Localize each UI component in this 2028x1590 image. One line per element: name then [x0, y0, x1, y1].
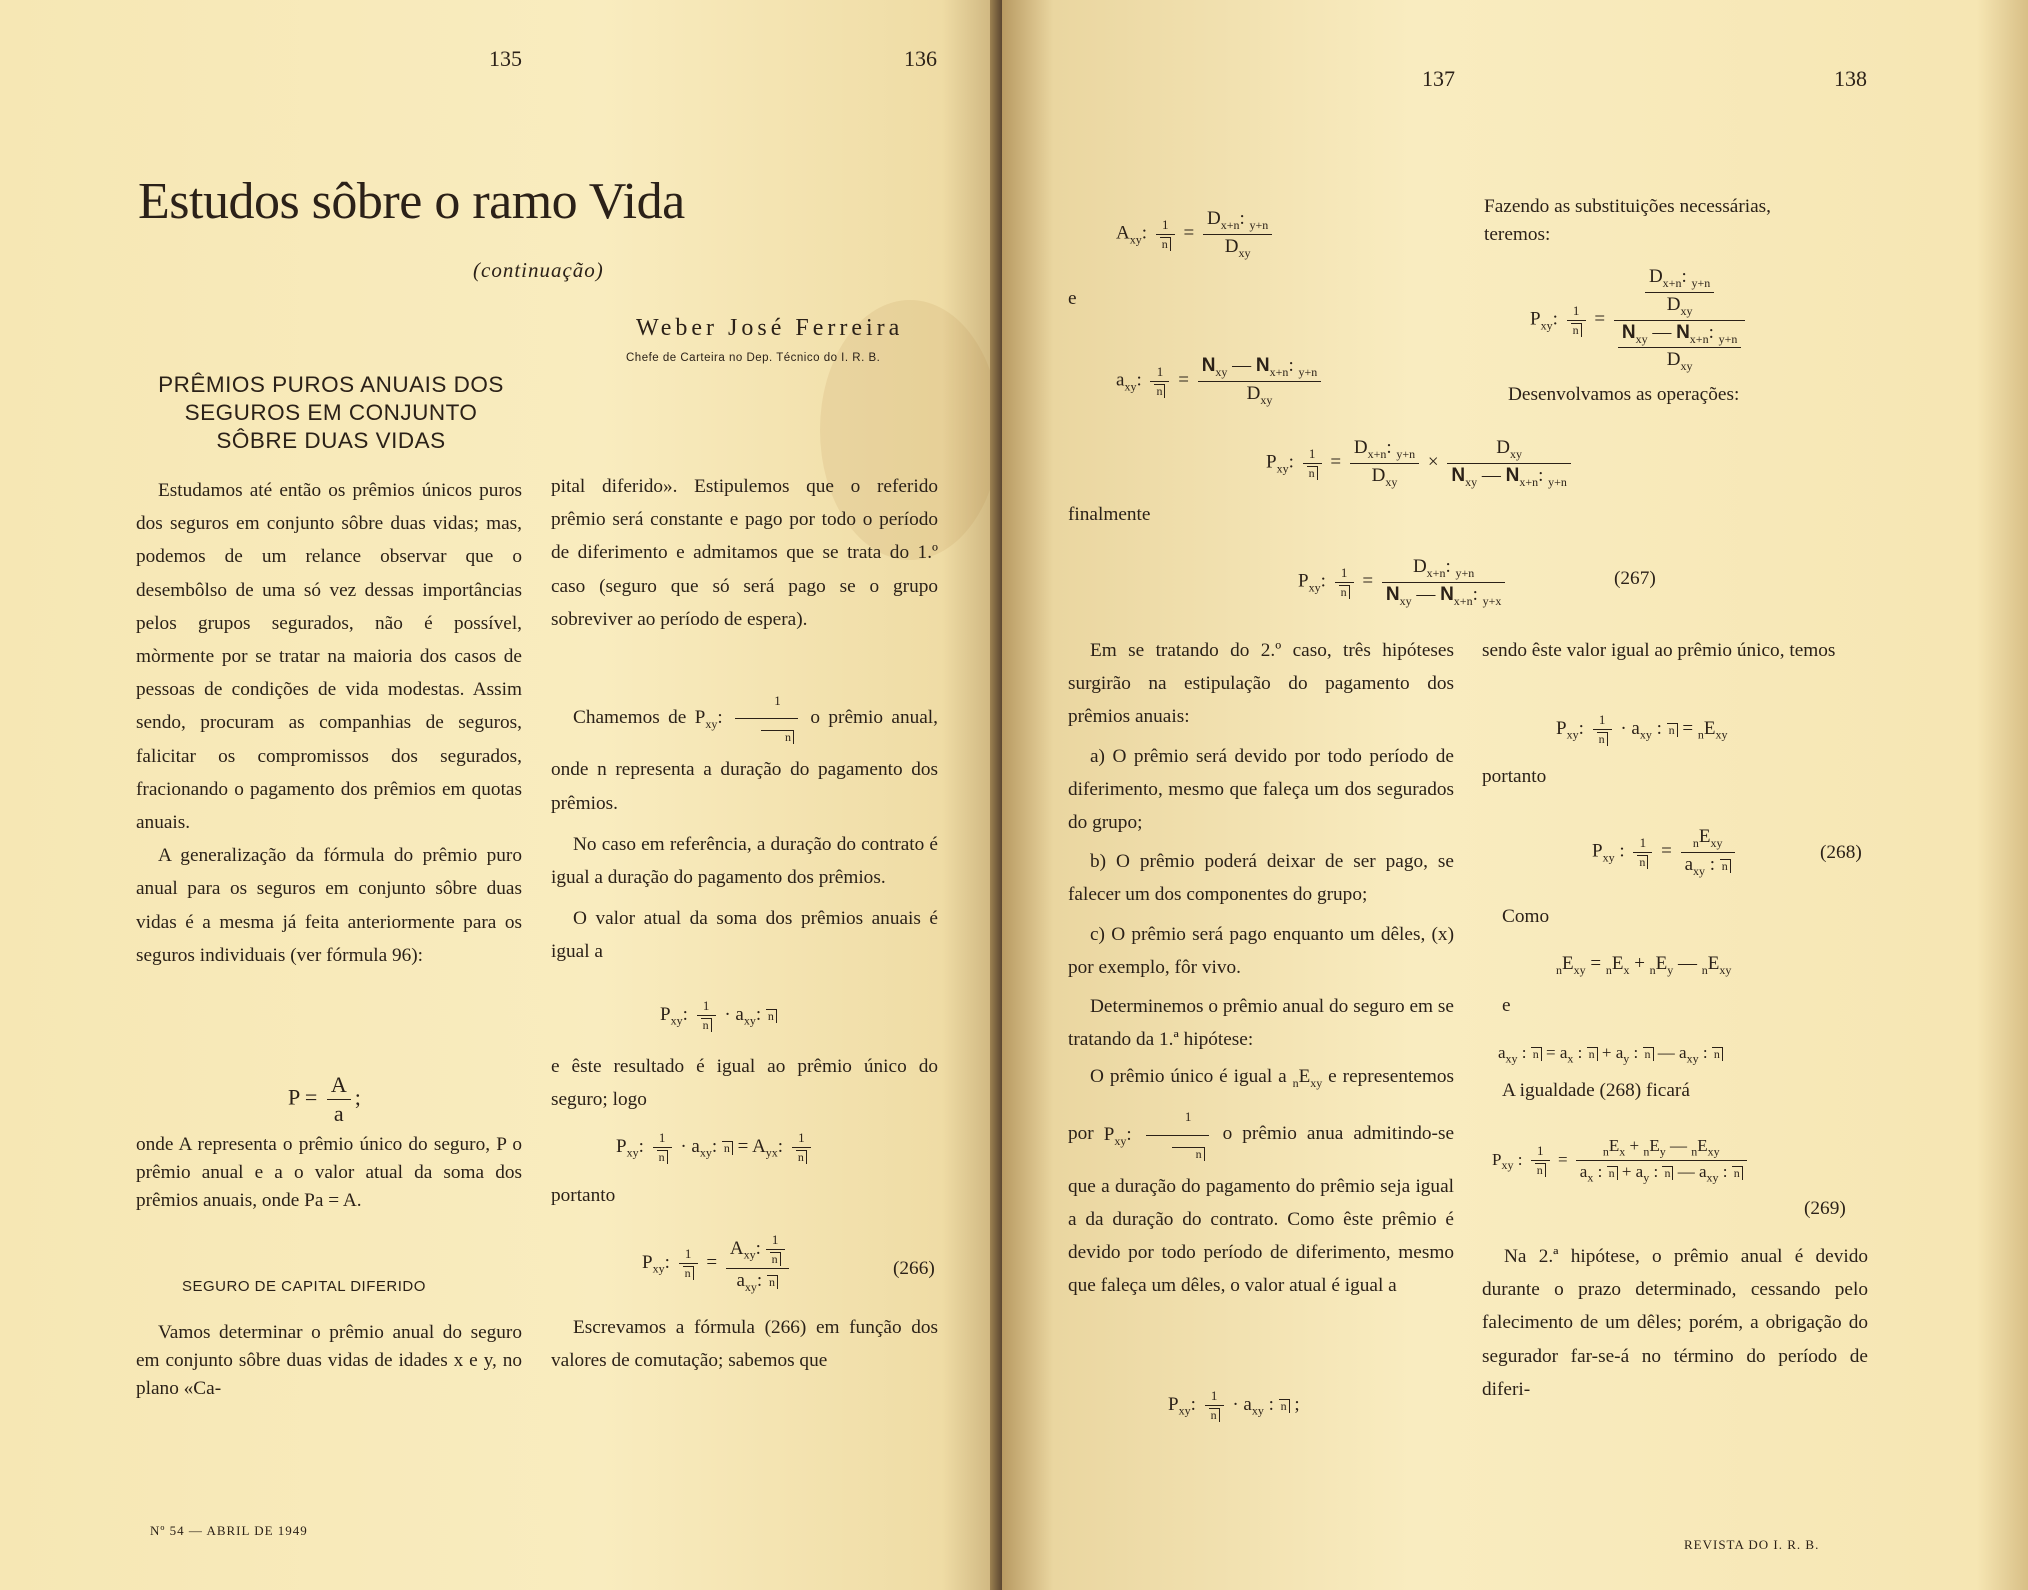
- equation-pxy-nexy: $P_{xy}$: $\frac{1}{n}$ · $a_{xy}$ : $n = _nE_{xy}$: [1556, 712, 1728, 746]
- equation-axy-annuity: $a_{xy}$: $\frac{1}{n}$ = $N_{xy}$ — $N_{x+n}$: $_{y+n}$ $D_{xy}$: [1116, 355, 1325, 408]
- text-finalmente: finalmente: [1068, 504, 1151, 525]
- page-number-135: 135: [489, 46, 522, 71]
- equation-premium-equality: $P_{xy}$: $\frac{1}{n}$ · $a_{xy}$: $n = A_{yx}$: $\frac{1}{n}$: [616, 1130, 815, 1165]
- text-fragment: admitindo-se que a duração do pagamento do prêmio seja igual a da duração do contrato. Como êste prêmio é devido por todo período de diferimento, mesmo que faleça um dêles, o valor atual é igual a: [1068, 1123, 1455, 1297]
- page-number-137: 137: [1422, 66, 1455, 91]
- paragraph: No caso em referência, a duração do contrato é igual a duração do pagamento dos prêmios.: [551, 833, 938, 889]
- paragraph: A generalização da fórmula do prêmio puro anual para os seguros em conjunto sôbre duas vidas é a mesma já feita anteriormente para os seguros individuais (ver fórmula 96):: [136, 845, 522, 966]
- equation-axy-sum: $a_{xy}$ : $n = a_x$ : $n + a_y$ : n — $a_{xy}$ : n: [1498, 1043, 1723, 1066]
- section-heading-line: PRÊMIOS PUROS ANUAIS DOS: [158, 372, 504, 397]
- text-desenvolvamos: Desenvolvamos as operações:: [1508, 384, 1740, 405]
- column-1-c: [136, 1319, 522, 1403]
- equation-pxy-developed: $P_{xy}$: $\frac{1}{n}$ = $D_{x+n}$: $_{y+n}$ $D_{xy}$ × $D_{xy}$ $N_{xy}$ — $N_{x+n}$: $_{y+n}$: [1266, 437, 1575, 490]
- section-heading-line: SEGUROS EM CONJUNTO: [184, 400, 478, 425]
- author-name: Weber José Ferreira: [636, 315, 904, 341]
- column-1: [136, 474, 522, 972]
- equation-number-268: (268): [1820, 842, 1862, 863]
- paragraph: Em se tratando do 2.º caso, três hipóteses surgirão na estipulação do pagamento dos prêmios anuais:: [1068, 640, 1454, 728]
- inline-formula-pxy-bar: $P_{xy}$: $\frac{1}{n}$: [1104, 1124, 1213, 1145]
- left-page: [0, 0, 1002, 1590]
- author-affiliation: Chefe de Carteira no Dep. Técnico do I. R. B.: [626, 352, 881, 364]
- article-title: Estudos sôbre o ramo Vida: [138, 173, 685, 230]
- right-page: [1002, 0, 2028, 1590]
- text-fragment: e: [1328, 1066, 1337, 1088]
- equation-268: $P_{xy}$ : $\frac{1}{n}$ = $_nE_{xy}$ $a_{xy}$ : n: [1592, 826, 1739, 879]
- paragraph: Determinemos o prêmio anual do seguro em se tratando da 1.ª hipótese:: [1068, 996, 1454, 1051]
- text-igualdade: A igualdade (268) ficará: [1502, 1080, 1690, 1101]
- paragraph: e êste resultado é igual ao prêmio único do seguro; logo: [551, 1056, 938, 1111]
- text-fragment: O prêmio único é igual a: [1090, 1066, 1287, 1088]
- list-item-b: b) O prêmio poderá deixar de ser pago, se falecer um dos componentes do grupo;: [1068, 851, 1454, 906]
- column-4: [1482, 634, 1868, 667]
- column-4-b: [1482, 1240, 1868, 1406]
- equation-p-equals-a-over-a: P = $\frac{A}{a}$ ;: [288, 1072, 361, 1126]
- page-number-138: 138: [1834, 66, 1867, 91]
- text-fragment: representemos por: [1068, 1066, 1455, 1145]
- text-fragment: Chamemos de: [573, 707, 687, 729]
- column-1-b: [136, 1131, 522, 1215]
- inline-formula-pxy: $P_{xy}$: $\frac{1}{n}$: [695, 707, 802, 728]
- column-2-d: [551, 1311, 938, 1377]
- list-item-a: a) O prêmio será devido por todo período de diferimento, mesmo que faleça um dos segurados do grupo;: [1068, 745, 1454, 834]
- page-number-136: 136: [904, 46, 937, 71]
- equation-number-266: (266): [893, 1258, 935, 1279]
- equation-pxy-axy: $P_{xy}$: $\frac{1}{n}$ · $a_{xy}$: n: [660, 998, 777, 1033]
- equation-nexy-sum: $_nE_{xy} = _nE_x + _nE_y$ — $_nE_{xy}$: [1556, 953, 1732, 977]
- equation-axy-commutation: $A_{xy}$: $\frac{1}{n}$ = $D_{x+n}$: $_{y+n}$ $D_{xy}$: [1116, 208, 1276, 261]
- paragraph: Vamos determinar o prêmio anual do seguro em conjunto sôbre duas vidas de idades x e y, no plano «Ca-: [136, 1322, 522, 1399]
- section-heading-premios: [136, 371, 526, 455]
- equation-269: $P_{xy}$ : $\frac{1}{n}$ = $_nE_x + _nE_y$ — $_nE_{xy}$ $a_x$ : $n + a_y$ : n — $a_{xy}$ : n: [1492, 1136, 1751, 1186]
- footer-journal: REVISTA DO I. R. B.: [1684, 1537, 1820, 1552]
- equation-substitution: $P_{xy}$: $\frac{1}{n}$ = $D_{x+n}$: $_{y+n}$ $D_{xy}$ $N_{xy}$ — $N_{x+n}$: $_{y+n}$ $D_{xy}$: [1530, 266, 1749, 374]
- equation-267: $P_{xy}$: $\frac{1}{n}$ = $D_{x+n}$: $_{y+n}$ $N_{xy}$ — $N_{x+n}$: $_{y+x}$: [1298, 556, 1509, 609]
- paragraph: pital diferido». Estipulemos que o referido prêmio será constante e pago por todo o período de diferimento e admitamos que se trata do 1.º caso (seguro que só será pago se o grupo sobreviver ao período de espera).: [551, 476, 938, 630]
- article-subtitle: (continuação): [473, 258, 604, 282]
- column-3: [1068, 634, 1454, 1303]
- column-2-c: [551, 1050, 938, 1116]
- text-e: e: [1068, 288, 1077, 309]
- equation-number-267: (267): [1614, 568, 1656, 589]
- text-e-2: e: [1502, 995, 1511, 1016]
- column-2-b: [551, 684, 938, 969]
- text-como: Como: [1502, 906, 1550, 927]
- paragraph: sendo êste valor igual ao prêmio único, temos: [1482, 640, 1836, 661]
- text-fragment: o prêmio anua: [1222, 1123, 1344, 1145]
- footer-issue: Nº 54 — ABRIL DE 1949: [150, 1523, 308, 1538]
- paragraph: O valor atual da soma dos prêmios anuais é igual a: [551, 908, 938, 963]
- equation-266: $P_{xy}$: $\frac{1}{n}$ = $A_{xy}$: $\frac{1}{n}$ $a_{xy}$: n: [642, 1232, 793, 1295]
- text-portanto-2: portanto: [1482, 766, 1547, 787]
- paragraph: Escrevamos a fórmula (266) em função dos valores de comutação; sabemos que: [551, 1317, 938, 1372]
- paragraph: Na 2.ª hipótese, o prêmio anual é devido durante o prazo determinado, cessando pelo falecimento de um dêles; porém, a obrigação do segurador far-se-á no término do período de diferi-: [1482, 1246, 1868, 1400]
- column-2: [551, 470, 938, 636]
- text-fragment: o prêmio anual,: [810, 707, 938, 729]
- section-heading-line: SÔBRE DUAS VIDAS: [216, 428, 446, 453]
- paragraph: Estudamos até então os prêmios únicos puros dos seguros em conjunto sôbre duas vidas; mas, podemos de um relance observar que o desembôlso de uma só vez dessas importâncias pelos grupos segurados, não é possível, mòrmente por se tratar na maioria dos casos de pessoas de condições de vida modestas. Assim sendo, procuram as companhias de seguros, falicitar os compromissos dos segurados, fracionando o pagamento dos prêmios em quotas anuais.: [136, 480, 522, 834]
- equation-pxy-axy-bar: $P_{xy}$: $\frac{1}{n}$ · $a_{xy}$ : n ;: [1168, 1388, 1300, 1422]
- section-heading-capital-diferido: SEGURO DE CAPITAL DIFERIDO: [182, 1278, 426, 1295]
- text-intro-2: teremos:: [1484, 224, 1551, 245]
- text-portanto: portanto: [551, 1185, 616, 1206]
- text-intro-1: Fazendo as substituições necessárias,: [1484, 196, 1771, 217]
- text-fragment: onde n representa a duração do pagamento dos prêmios.: [551, 759, 938, 814]
- list-item-c: c) O prêmio será pago enquanto um dêles, (x) por exemplo, fôr vivo.: [1068, 923, 1454, 978]
- equation-number-269: (269): [1804, 1198, 1846, 1219]
- paragraph: onde A representa o prêmio único do seguro, P o prêmio anual e a o valor atual da soma dos prêmios anuais, onde Pa = A.: [136, 1134, 522, 1211]
- inline-formula-nexy: $_nE_{xy}$: [1292, 1066, 1323, 1091]
